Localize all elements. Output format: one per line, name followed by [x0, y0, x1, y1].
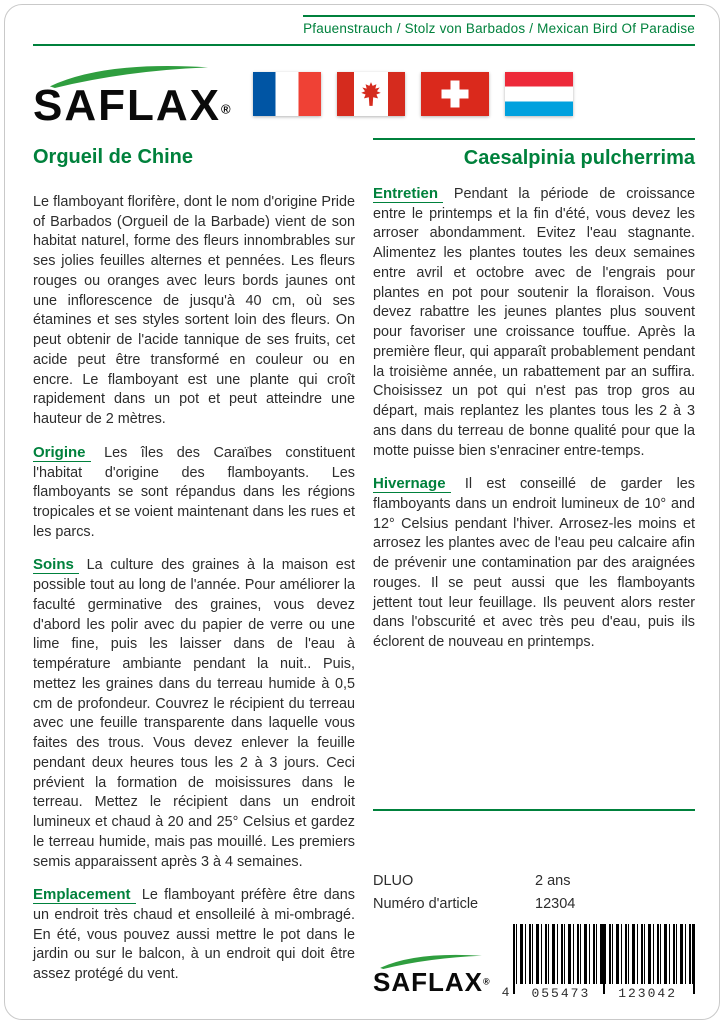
- section-text-origine: Les îles des Caraïbes constituent l'habitat d'origine des flamboyants. Les flamboyants se sont répandus dans les régions tropicales et se voient maintenant dans les rues et les parcs.: [33, 444, 355, 540]
- section-text-entretien: Pendant la période de croissance entre le printemps et la fin d'été, vous devez les arroser abondamment. Evitez l'eau stagnante. Alimentez les plantes toutes les deux semaines entre avril et octobre avec de l'engrais pour plantes en pot pour soutenir la floraison. Vous devez rabattre les jeunes plantes plus souvent pour favoriser une croissance touffue. Après la première fleur, qui apparaît probablement pendant la troisième année, un rabattement par an suffira. Choisissez un pot qui n'est pas trop gros au départ, mais replantez les plantes tous les 2 à 3 ans dans du terreau de bonne qualité pour que la motte puisse bien s'enraciner entre-temps.: [373, 186, 695, 459]
- tagline-block: [303, 15, 695, 36]
- product-info: [373, 873, 695, 912]
- section-heading-emplacement: Emplacement: [33, 886, 136, 904]
- section-emplacement: [33, 885, 355, 985]
- info-row-article: [373, 896, 695, 912]
- info-row-dluo: [373, 873, 695, 889]
- brand-wordmark: [33, 81, 231, 130]
- flag-france-icon: [253, 72, 321, 116]
- right-column: [373, 138, 695, 1001]
- main-content: [33, 138, 695, 1001]
- section-heading-entretien: Entretien: [373, 185, 443, 203]
- section-origine: [33, 443, 355, 543]
- brand-text-small: SAFLAX: [373, 967, 483, 997]
- header-divider: [33, 44, 695, 46]
- intro-paragraph: Le flamboyant florifère, dont le nom d'origine Pride of Barbados (Orgueil de la Barbade) vient de son habitat naturel, forme des fleurs innombrables sur ses jolies feuilles alternes et pennées. Les fleurs rouges ou oranges avec leurs bords jaunes ont une inflorescence de jusqu'à 40 cm, où ses étamines et ses styles sortent loin des fleurs. On peut obtenir de l'acide tannique de ses fruits, cet acide peut être transformé en couleur ou en encre. Le flamboyant est une plante qui croît rapidement dans un pot et peut atteindre une hauteur de 2 mètres.: [33, 194, 355, 428]
- registered-mark-small: ®: [483, 976, 490, 987]
- barcode: [502, 924, 695, 1001]
- barcode-bars: [513, 924, 695, 1001]
- flags-row: [253, 72, 573, 116]
- dluo-value: 2 ans: [535, 873, 571, 889]
- section-soins: [33, 555, 355, 872]
- maple-leaf-icon: [358, 81, 384, 107]
- section-text-soins: La culture des graines à la maison est possible tout au long de l'année. Pour améliorer la faculté germinative des graines, vous devez d'abord les polir avec du papier de verre ou une lime fine, puis les laisser dans de l'eau à température ambiante pendant la nuit.. Puis, mettez les graines dans du terreau humide à 0,5 cm de profondeur. Couvrez le récipient du terreau avec une feuille transparente dans laquelle vous faites des trous. Vous devez enlever la feuille pendant deux heures tous les 2 à 3 jours. Ceci prévient la formation de moisissures dans le terreau. Mettez le récipient dans un endroit lumineux et chaud à 20 and 25° Celsius et gardez le terreau humide, mais pas mouillé. Les premiers semis apparaissent après 3 à 4 semaines.: [33, 557, 356, 870]
- section-heading-hivernage: Hivernage: [373, 475, 451, 493]
- section-heading-soins: Soins: [33, 556, 79, 574]
- bottom-block: [373, 809, 695, 1001]
- section-text-hivernage: Il est conseillé de garder les flamboyants dans un endroit lumineux de 10° and 12° Celsius pendant l'hiver. Arrosez-les moins et arrosez les plantes avec de l'eau peu calcaire afin de prévenir une contamination par des araignées rouges. Il se peut aussi que les flamboyants jettent tout leur feuillage. Ils peuvent alors rester dans l'obscurité et avec très peu d'eau, puis ils éclorent de nouveau en printemps.: [373, 476, 695, 651]
- flag-luxembourg-icon: [505, 72, 573, 116]
- brand-wordmark-small: [373, 969, 490, 995]
- plant-title: Orgueil de Chine: [33, 146, 194, 168]
- article-number-label: Numéro d'article: [373, 896, 479, 912]
- barcode-group-1: 055473: [531, 986, 591, 1001]
- section-heading-origine: Origine: [33, 444, 91, 462]
- bottom-brand-row: [373, 924, 695, 1001]
- dluo-label: DLUO: [373, 873, 414, 889]
- article-number-value: 12304: [535, 896, 576, 912]
- flag-canada-icon: [337, 72, 405, 116]
- section-text-emplacement: Le flamboyant préfère être dans un endroit très chaud et ensolleilé à mi-ombragé. En été, vous pouvez aussi mettre le pot dans le jardin ou sur le balcon, à un endroit qui doit être assez protégé du vent.: [33, 887, 355, 983]
- latin-title-divider: [373, 138, 695, 140]
- registered-mark: ®: [221, 101, 231, 117]
- barcode-lead-digit: 4: [501, 985, 510, 1000]
- barcode-group-2: 123042: [618, 986, 677, 1001]
- saflax-logo-small: [373, 951, 490, 1001]
- brand-row: [33, 60, 695, 128]
- flag-switzerland-icon: [421, 72, 489, 116]
- section-hivernage: [373, 474, 695, 653]
- barcode-guard-left: [513, 924, 515, 994]
- latin-name: Caesalpinia pulcherrima: [463, 147, 695, 169]
- saflax-logo: [33, 60, 231, 128]
- header: [33, 15, 695, 128]
- tagline: Pfauenstrauch / Stolz von Barbados / Mexican Bird Of Paradise: [303, 21, 695, 36]
- barcode-guard-middle: [603, 924, 605, 994]
- bottom-divider: [373, 809, 695, 811]
- section-entretien: [373, 184, 695, 461]
- left-column: [33, 138, 355, 1001]
- brand-text: SAFLAX: [33, 81, 221, 130]
- barcode-guard-right: [693, 924, 695, 994]
- seed-packet-label: [4, 4, 720, 1020]
